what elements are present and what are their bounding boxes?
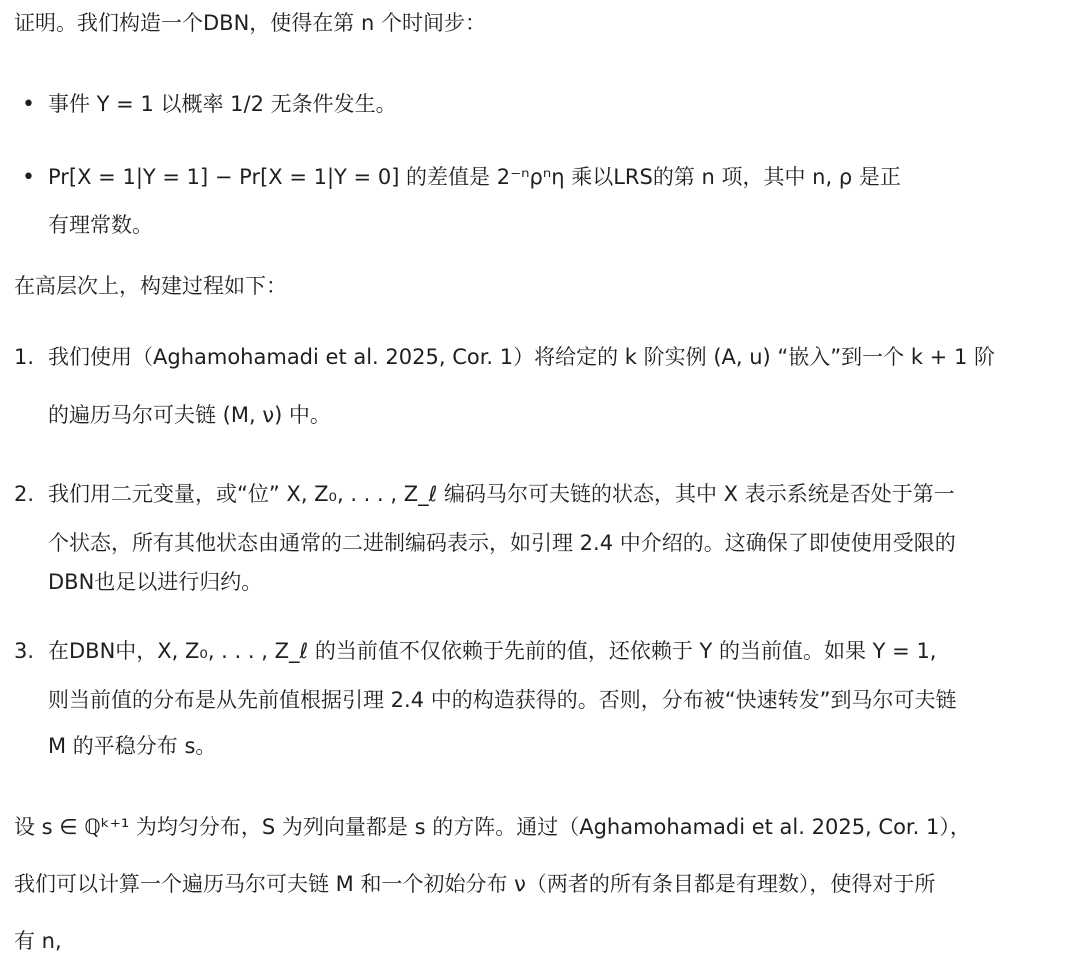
bullet-2-line-2: 有理常数。 [48, 213, 153, 237]
paragraph-line-3: 有 n, [14, 929, 62, 953]
item-2-line-3: DBN也足以进行归约。 [48, 570, 263, 594]
intro-line: 证明。我们构造一个DBN，使得在第 n 个时间步： [14, 11, 486, 35]
item-1-number: 1. [14, 345, 35, 369]
item-3-line-3: M 的平稳分布 s。 [48, 734, 217, 758]
bullet-2: • [22, 165, 35, 190]
item-3-number: 3. [14, 639, 35, 663]
item-1-line-1: 我们使用（Aghamohamadi et al. 2025, Cor. 1）将给定的 k 阶实例 (A, u) “嵌入”到一个 k + 1 阶 [48, 345, 995, 369]
bullet-1-text: 事件 Y = 1 以概率 1/2 无条件发生。 [48, 92, 397, 116]
high-level-line: 在高层次上，构建过程如下： [14, 274, 287, 298]
bullet-1: • [22, 92, 35, 117]
item-2-number: 2. [14, 482, 35, 506]
item-1-line-2: 的遍历马尔可夫链 (M, ν) 中。 [48, 403, 331, 427]
item-2-line-1: 我们用二元变量，或“位” X, Z₀, . . . , Z_ℓ 编码马尔可夫链的状态，其中 X 表示系统是否处于第一 [48, 482, 955, 506]
bullet-2-line-1: Pr[X = 1|Y = 1] − Pr[X = 1|Y = 0] 的差值是 2⁻ⁿρⁿη 乘以LRS的第 n 项，其中 n, ρ 是正 [48, 165, 901, 189]
item-3-line-1: 在DBN中，X, Z₀, . . . , Z_ℓ 的当前值不仅依赖于先前的值，还依赖于 Y 的当前值。如果 Y = 1, [48, 639, 937, 663]
item-3-line-2: 则当前值的分布是从先前值根据引理 2.4 中的构造获得的。否则，分布被“快速转发”到马尔可夫链 [48, 688, 957, 712]
paragraph-line-1: 设 s ∈ ℚᵏ⁺¹ 为均匀分布，S 为列向量都是 s 的方阵。通过（Aghamohamadi et al. 2025, Cor. 1）， [14, 815, 971, 839]
item-2-line-2: 个状态，所有其他状态由通常的二进制编码表示，如引理 2.4 中介绍的。这确保了即使使用受限的 [48, 531, 956, 555]
paragraph-line-2: 我们可以计算一个遍历马尔可夫链 M 和一个初始分布 ν（两者的所有条目都是有理数），使得对于所 [14, 872, 936, 896]
